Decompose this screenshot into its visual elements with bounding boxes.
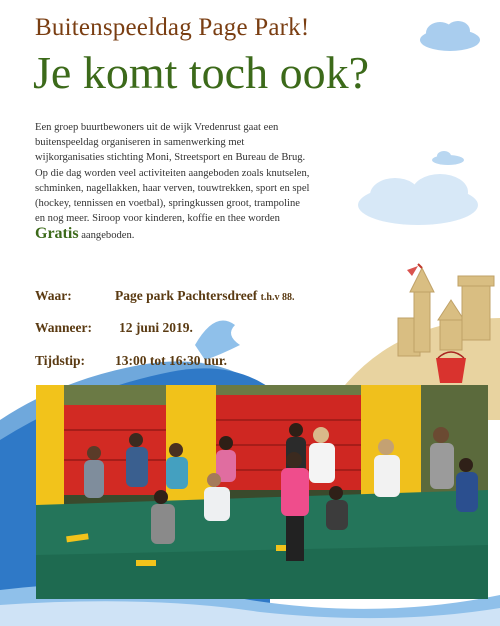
subtitle: Buitenspeeldag Page Park! (35, 14, 310, 41)
where-value (115, 288, 295, 304)
page-title: Je komt toch ook? (33, 47, 369, 98)
when-row (35, 320, 193, 336)
when-label: Wanneer: (35, 320, 92, 335)
intro-text: Een groep buurtbewoners uit de wijk Vredenrust gaat een buitenspeeldag organiseren in samenwerking met wijkorganisaties stichting Moni, Streetsport en Bureau de Brug. Op die dag worden veel activiteiten aangeboden zoals knutselen, schminken, nagellakken, haar verven, touwtrekken, sport en spel (hockey, tennissen en voetbal), springkussen groot, trampoline en nog meer. Siroop voor kinderen, koffie en thee worden (35, 122, 310, 225)
where-location: Page park Pachtersdreef (115, 288, 258, 303)
gratis-highlight: Gratis (35, 225, 79, 243)
where-label: Waar: (35, 288, 72, 303)
bouncy-castle-photo (36, 385, 488, 599)
cloud-icon (432, 151, 464, 165)
time-label: Tijdstip: (35, 353, 86, 368)
intro-paragraph (35, 120, 310, 244)
intro-text-end: aangeboden. (78, 230, 135, 242)
where-row (35, 288, 295, 304)
when-value: 12 juni 2019. (119, 320, 193, 335)
where-suffix: t.h.v 88. (260, 292, 295, 303)
cloud-icon (420, 21, 480, 51)
time-row (35, 353, 228, 369)
time-value: 13:00 tot 16:30 uur. (115, 353, 228, 368)
cloud-icon (358, 174, 478, 225)
